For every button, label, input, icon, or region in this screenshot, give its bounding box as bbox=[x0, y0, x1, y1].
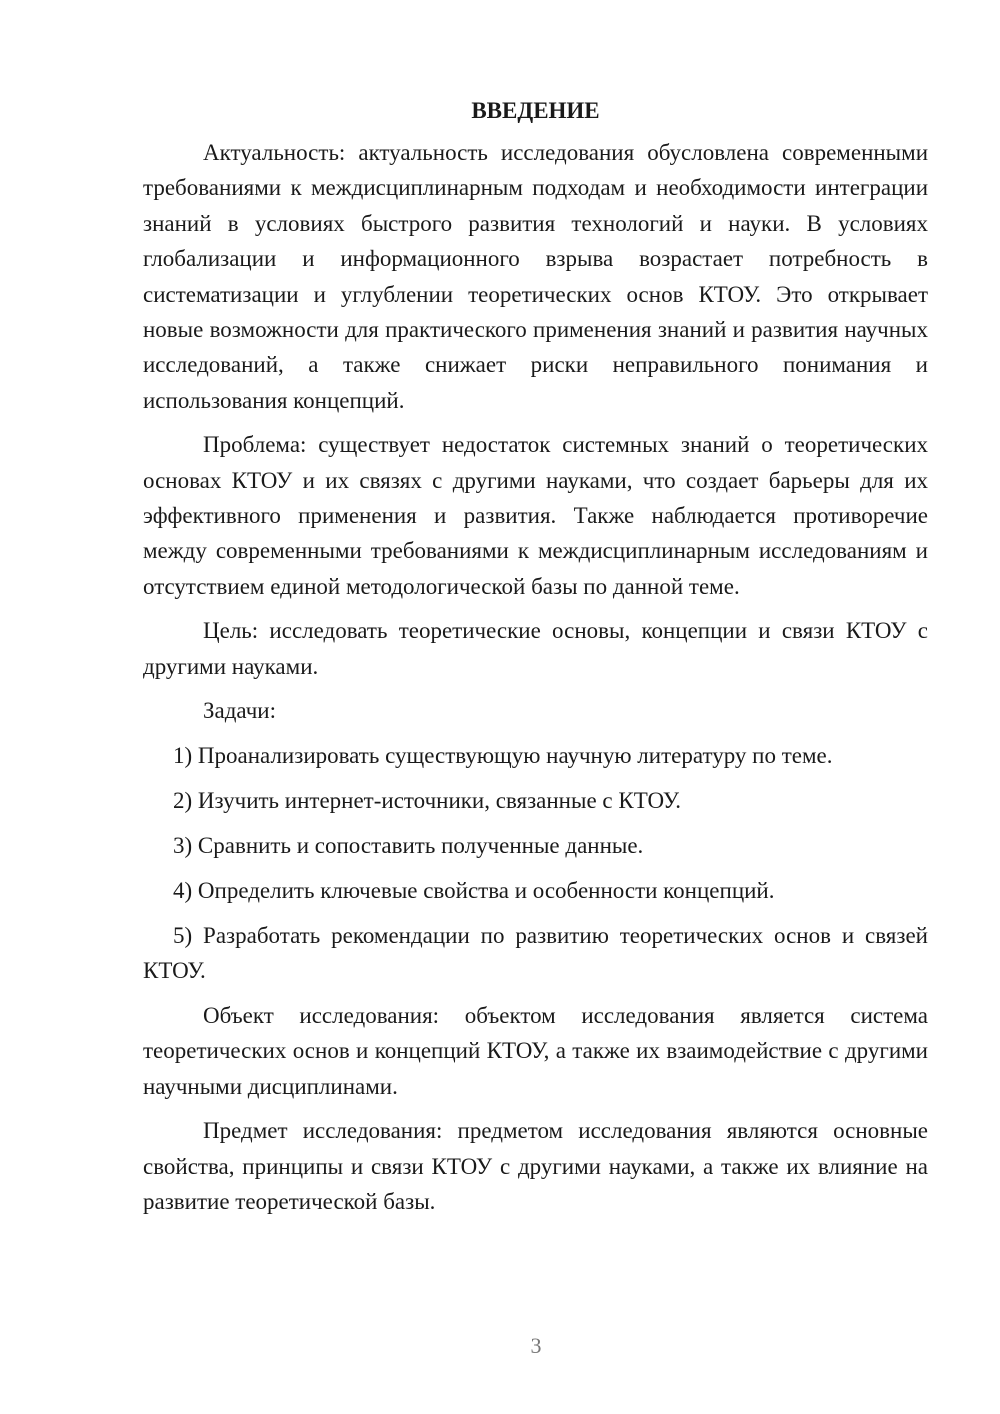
document-page bbox=[143, 96, 928, 1228]
task-item: 4) Определить ключевые свойства и особенности концепций. bbox=[173, 877, 775, 903]
section-title: ВВЕДЕНИЕ bbox=[471, 98, 600, 123]
paragraph-problem: Проблема: существует недостаток системных знаний о теоретических основах КТОУ и их связях с другими науками, что создает барьеры для их эффективного применения и развития. Также наблюдается противоречие между современными требованиями к междисциплинарным исследованиям и отсутствием единой методологической базы по данной теме. bbox=[143, 432, 928, 599]
paragraph-object: Объект исследования: объектом исследования является система теоретических основ и концепций КТОУ, а также их взаимодействие с другими научными дисциплинами. bbox=[143, 1002, 928, 1099]
tasks-heading: Задачи: bbox=[203, 698, 276, 724]
paragraph-relevance: Актуальность: актуальность исследования обусловлена современными требованиями к междисциплинарным подходам и необходимости интеграции знаний в условиях быстрого развития технологий и науки. В условиях глобализации и информационного взрыва возрастает потребность в систематизации и углублении теоретических основ КТОУ. Это открывает новые возможности для практического применения знаний и развития научных исследований, а также снижает риски неправильного понимания и использования концепций. bbox=[143, 140, 928, 413]
page-number: 3 bbox=[530, 1333, 542, 1358]
paragraph-subject: Предмет исследования: предметом исследования являются основные свойства, принципы и связи КТОУ с другими науками, а также их влияние на развитие теоретической базы. bbox=[143, 1118, 928, 1214]
task-item: 2) Изучить интернет-источники, связанные с КТОУ. bbox=[173, 787, 682, 813]
paragraph-goal: Цель: исследовать теоретические основы, концепции и связи КТОУ с другими науками. bbox=[143, 618, 928, 679]
task-list bbox=[143, 738, 928, 989]
task-item: 3) Сравнить и сопоставить полученные данные. bbox=[173, 832, 644, 858]
task-item: 1) Проанализировать существующую научную литературу по теме. bbox=[173, 742, 833, 768]
task-item: 5) Разработать рекомендации по развитию теоретических основ и связей КТОУ. bbox=[143, 922, 928, 983]
